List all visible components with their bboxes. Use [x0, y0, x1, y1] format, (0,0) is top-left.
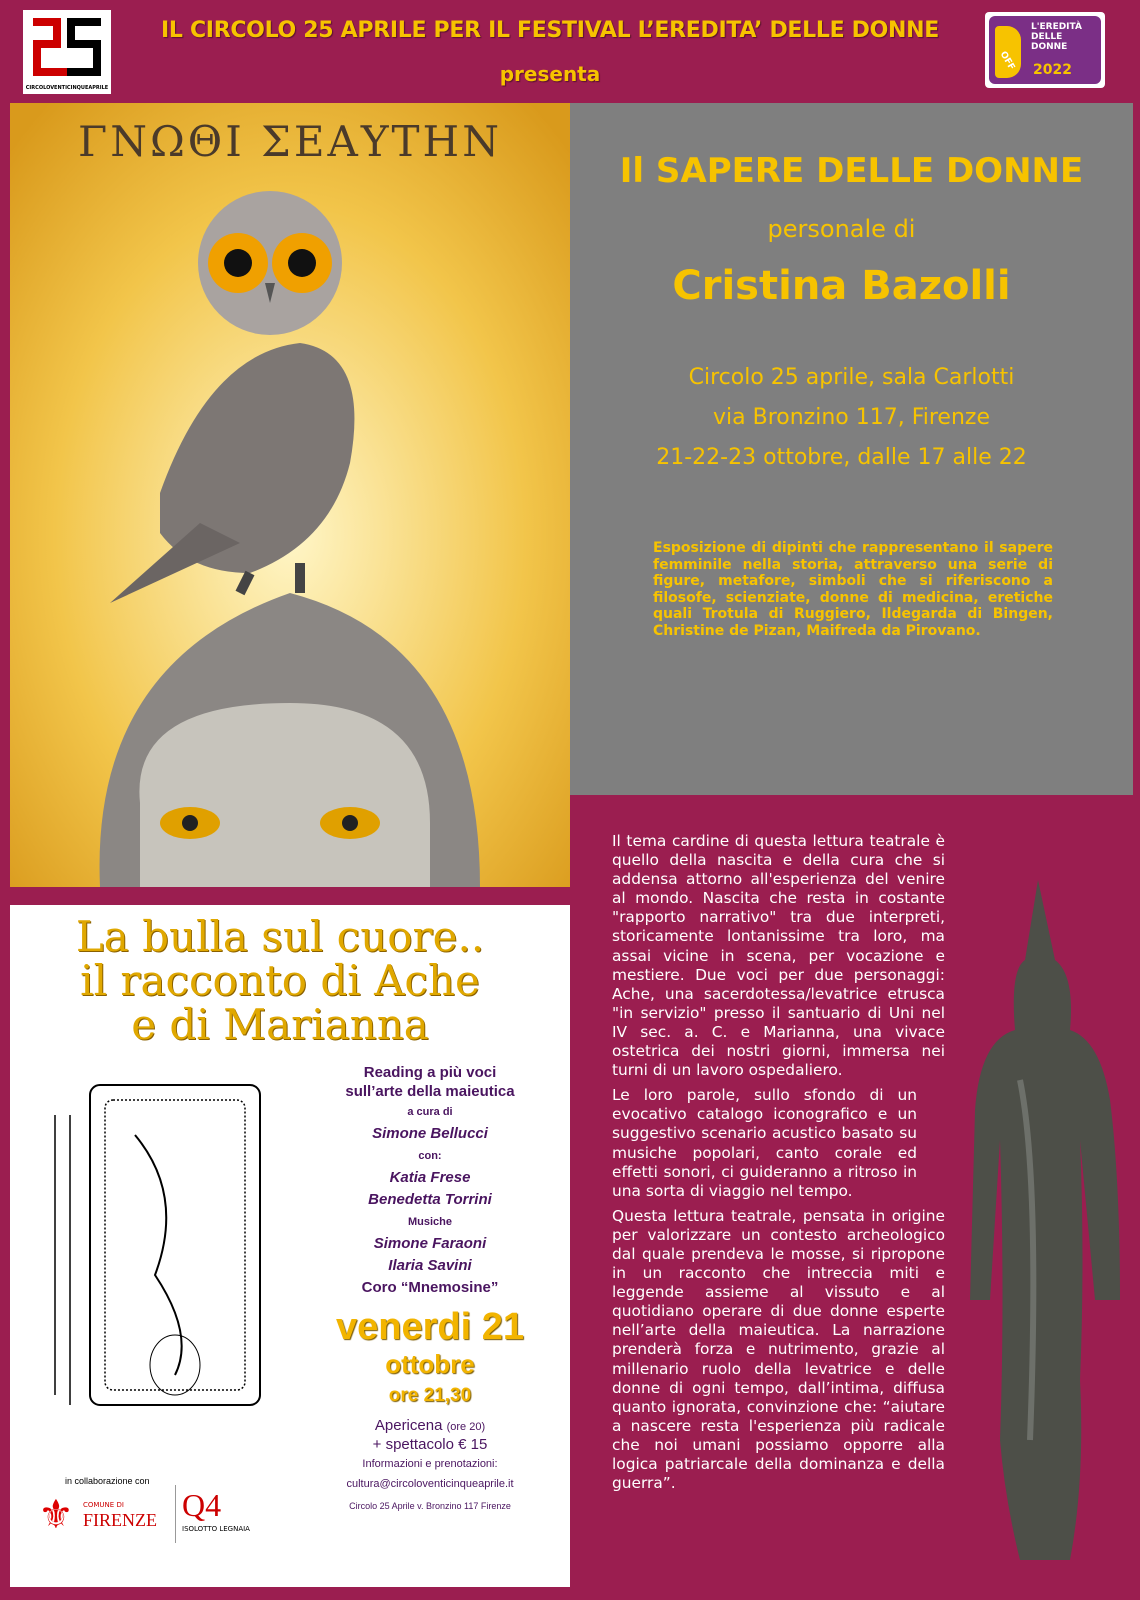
curated-label: a cura di: [407, 1106, 453, 1118]
festival-logo: [985, 12, 1105, 88]
choir: Coro “Mnemosine”: [361, 1279, 499, 1296]
logo-caption: CIRCOLOVENTICINQUEAPRILE: [25, 85, 109, 91]
reading-subtitle: Reading a più voci: [363, 1064, 497, 1081]
partner2-name: Q4: [182, 1487, 222, 1523]
etruscan-statue-image: [960, 880, 1135, 1570]
event-month: ottobre: [385, 1349, 475, 1379]
off-label: OFF: [997, 49, 1017, 73]
info-label: Informazioni e prenotazioni:: [362, 1458, 498, 1470]
firenze-logo: [38, 1493, 163, 1538]
partner1-name: FIRENZE: [83, 1510, 157, 1530]
price-note: (ore 20): [446, 1421, 486, 1433]
contact-email[interactable]: cultura@circoloventicinqueaprile.it: [346, 1478, 514, 1490]
curator: Simone Bellucci: [372, 1125, 488, 1142]
circolo-25-aprile-logo: [23, 10, 111, 94]
festival-line3: DONNE: [1031, 42, 1068, 52]
reading-title-line: e di Marianna: [131, 1000, 429, 1049]
reading-title: [50, 912, 510, 1049]
musician: Ilaria Savini: [388, 1257, 472, 1274]
article-paragraph: Questa lettura teatrale, pensata in origine per valorizzare un contesto archeologico dal quale prendeva le mosse, si ripropone in un racconto che intreccia miti e leggende assieme al vissuto e al quotidiano operare di due donne esperte nell’arte della maieutica. La narrazione prenderà forza e nutrimento, grazie al millenario ruolo della levatrice e delle donne di ogni tempo, dall’intima, diffusa quanto ignorata, convinzione che: “aiutare a nascere resta l'esperienza più radicale che noi umani possiamo opporre alla logica patriarcale della dominanza e della guerra”.: [612, 1206, 945, 1493]
event-time: ore 21,30: [388, 1385, 472, 1406]
festival-line1: L'EREDITÀ: [1031, 22, 1082, 32]
article-text: [612, 832, 945, 1499]
location-address: via Bronzino 117, Firenze: [713, 405, 990, 430]
location-venue: Circolo 25 aprile, sala Carlotti: [688, 365, 1015, 390]
header-subtitle: presenta: [499, 62, 601, 86]
collab-label: in collaborazione con: [65, 1476, 150, 1486]
event-day: venerdi 21: [336, 1306, 524, 1348]
reading-title-line: La bulla sul cuore..: [75, 912, 485, 961]
reading-subtitle: sull’arte della maieutica: [345, 1083, 515, 1100]
price: + spettacolo € 15: [372, 1436, 488, 1453]
reading-credits: [310, 1063, 550, 1518]
partner2-sub: ISOLOTTO LEGNAIA: [182, 1525, 250, 1533]
header-title: IL CIRCOLO 25 APRILE PER IL FESTIVAL L’EREDITA’ DELLE DONNE: [161, 18, 939, 43]
exhibition-description: Esposizione di dipinti che rappresentano il sapere femminile nella storia, attraverso una serie di figure, metafore, simboli che si riferiscono a filosofe, scienziate, donne di medicina, eretiche quali Trotula di Ruggiero, Ildegarda di Bingen, Christine de Pizan, Maifreda da Pirovano.: [653, 540, 1053, 639]
bulla-drawing: [35, 1075, 285, 1415]
exhibition-title: Il SAPERE DELLE DONNE: [619, 151, 1084, 191]
owl-painting: [10, 103, 570, 887]
partner1-small: COMUNE DI: [83, 1501, 124, 1509]
exhibition-panel: [570, 103, 1133, 795]
reading-flyer: [10, 905, 570, 1587]
greek-inscription: ΓΝΩΘΙ ΣΕΑΥΤΗΝ: [78, 117, 502, 166]
price-label: Apericena: [374, 1417, 443, 1434]
article-paragraph: Il tema cardine di questa lettura teatrale è quello della nascita e della cura che si addensa attorno all'esperienza del venire al mondo. Nascita che resta in costante "rapporto narrativo" tra due interpreti, storicamente lontanissime tra loro, ma assai vicine in scena, per vocazione e mestiere. Due voci per due personaggi: Ache, una sacerdotessa/levatrice etrusca "in servizio" presso il santuario di Uni nel IV sec. a. C. e Marianna, una vivace ostetrica dei nostri giorni, immersa nei turni di un lavoro ospedaliero.: [612, 832, 945, 1080]
address: Circolo 25 Aprile v. Bronzino 117 Firenze: [349, 1501, 511, 1511]
exhibition-subtitle: personale di: [767, 215, 916, 243]
reading-title-line: il racconto di Ache: [80, 956, 480, 1005]
performer: Katia Frese: [389, 1169, 471, 1186]
artist-name: Cristina Bazolli: [672, 263, 1011, 309]
festival-line2: DELLE: [1031, 32, 1063, 42]
q4-logo: [175, 1485, 250, 1543]
location-dates: 21-22-23 ottobre, dalle 17 alle 22: [656, 445, 1027, 470]
performer: Benedetta Torrini: [368, 1191, 492, 1208]
article-paragraph: Le loro parole, sullo sfondo di un evocativo catalogo iconografico e un suggestivo scenario acustico basato su musiche popolari, canto corale ed effetti sonori, ci guideranno a ritroso in una sorta di viaggio nel tempo.: [612, 1086, 917, 1200]
music-label: Musiche: [407, 1216, 452, 1228]
lily-icon: ⚜: [38, 1492, 74, 1538]
musician: Simone Faraoni: [373, 1235, 487, 1252]
with-label: con:: [418, 1150, 442, 1162]
festival-year: 2022: [1033, 62, 1072, 78]
